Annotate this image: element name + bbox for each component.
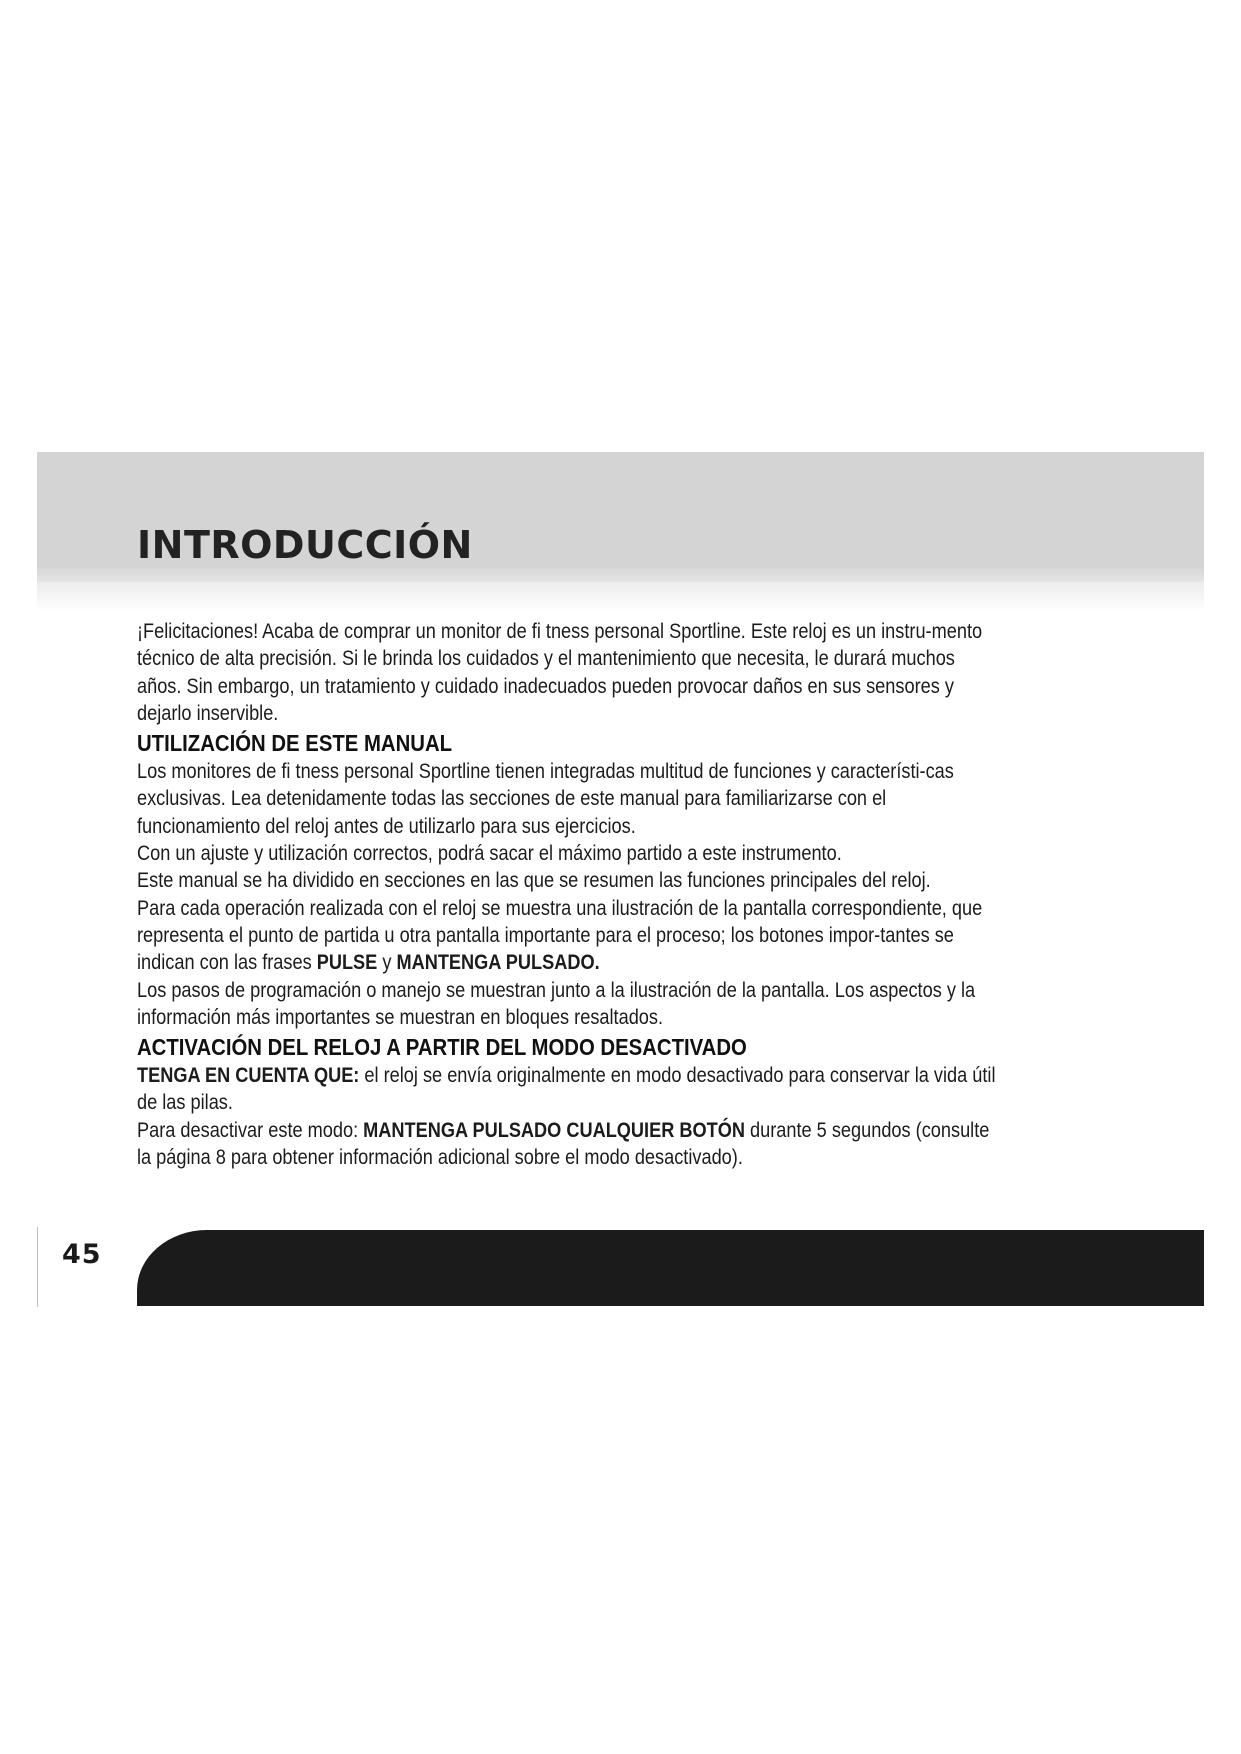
- hold-keyword: MANTENGA PULSADO.: [396, 951, 600, 975]
- instructions-end: durante 5 segundos (consulte la página 8 para obtener información adicional sobre el modo desactivado).: [137, 1118, 990, 1170]
- activation-note: [137, 1062, 1002, 1117]
- manual-paragraph-4-text: Para cada operación realizada con el reloj se muestra una ilustración de la pantalla correspondiente, que representa el punto de partida u otra pantalla importante para el proceso; los botones impor-tantes se indican con las frases: [137, 896, 983, 975]
- note-text: el reloj se envía originalmente en modo desactivado para conservar la vida útil de las pilas.: [137, 1064, 996, 1115]
- footer-divider: [37, 1227, 38, 1307]
- section-heading-activation: ACTIVACIÓN DEL RELOJ A PARTIR DEL MODO DESACTIVADO: [137, 1034, 747, 1061]
- manual-paragraph-2: Con un ajuste y utilización correctos, podrá sacar el máximo partido a este instrumento.: [137, 842, 842, 866]
- instructions-start: Para desactivar este modo:: [137, 1118, 364, 1142]
- activation-instructions: [137, 1117, 1002, 1172]
- footer-bar: [137, 1230, 1204, 1306]
- note-label: TENGA EN CUENTA QUE:: [137, 1064, 360, 1088]
- manual-paragraph-4: [137, 895, 1002, 977]
- page-title: INTRODUCCIÓN: [137, 523, 473, 567]
- manual-paragraph-3: Este manual se ha dividido en secciones en las que se resumen las funciones principales del reloj.: [137, 869, 931, 893]
- manual-paragraph-1: Los monitores de fi tness personal Sportline tienen integradas multitud de funciones y característi-cas exclusivas. Lea detenidamente todas las secciones de este manual para familiarizarse con el funcionamiento del reloj antes de utilizarlo para sus ejercicios.: [137, 760, 954, 838]
- header-fade: [37, 582, 1204, 612]
- instructions-bold: MANTENGA PULSADO CUALQUIER BOTÓN: [363, 1118, 745, 1142]
- pulse-keyword: PULSE: [316, 951, 378, 975]
- intro-paragraph: ¡Felicitaciones! Acaba de comprar un monitor de fi tness personal Sportline. Este reloj es un instru-mento técnico de alta precisión. Si le brinda los cuidados y el mantenimiento que necesita, le durará muchos años. Sin embargo, un tratamiento y cuidado inadecuados pueden provocar daños en sus sensores y dejarlo inservible.: [137, 620, 983, 725]
- section-heading-manual: UTILIZACIÓN DE ESTE MANUAL: [137, 730, 453, 757]
- page-number: 45: [62, 1239, 102, 1270]
- main-content: [137, 618, 1002, 1171]
- manual-paragraph-5: Los pasos de programación o manejo se muestran junto a la ilustración de la pantalla. Los aspectos y la información más importantes se muestran en bloques resaltados.: [137, 978, 976, 1029]
- manual-paragraph-4-connector: y: [377, 951, 397, 975]
